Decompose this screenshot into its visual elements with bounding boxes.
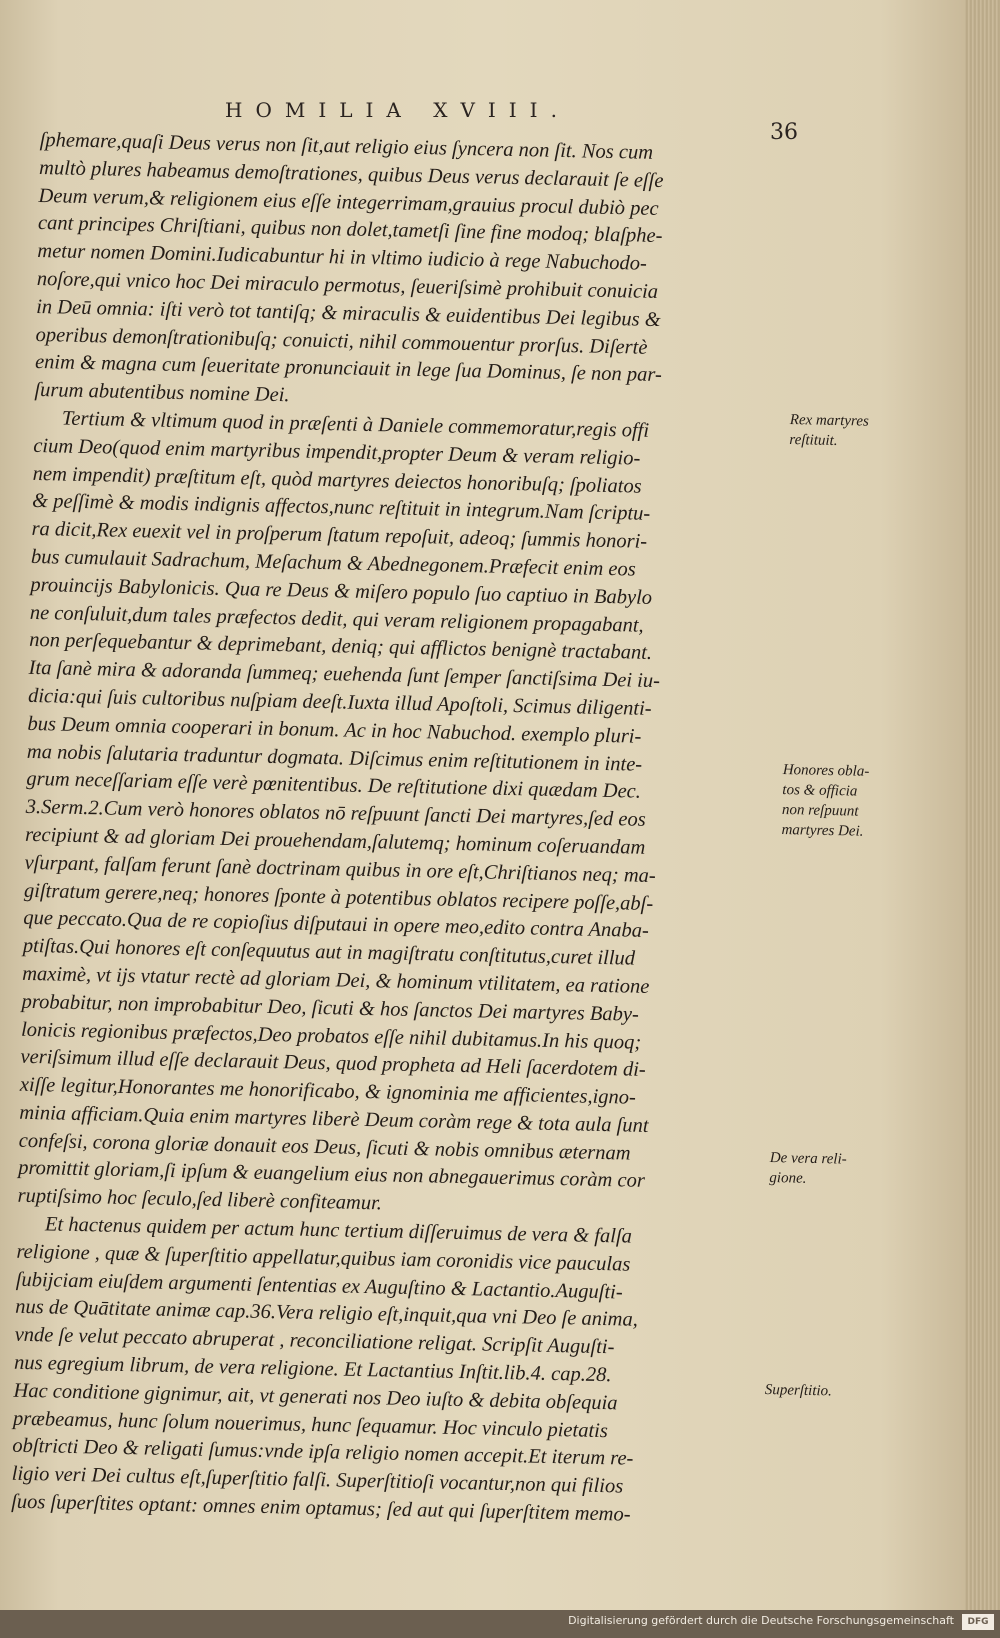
text-line: vſurpant, falſam ferunt ſanè doctrinam quibus in ore eſt,Chriſtianos neq; ma- [24,851,656,887]
page-number: 36 [770,120,798,145]
body-text [11,127,780,1532]
text-line: & peſſimè & modis indignis affectos,nunc reſtituit in integrum.Nam ſcriptu- [31,490,651,526]
text-line: ſurum abutentibus nomine Dei. [34,379,290,407]
margin-note-line: Superſtitio. [764,1381,833,1400]
margin-note-line: Rex martyres [789,411,869,430]
text-line: Hac conditione gignimur, ait, vt generati nos Deo iuſto & debita obſequia [13,1379,618,1415]
text-line: ſuos ſuperſtites optant: omnes enim optamus; ſed aut qui ſuperſtitem memo- [10,1490,631,1526]
text-line: xiſſe legitur,Honorantes me honorificabo, & ignominia me afficientes,igno- [19,1073,637,1109]
text-line: nem impendit) præſtitum eſt, quòd martyres deiectos honoribuſq; ſpoliatos [32,462,642,498]
text-line: grum neceſſariam eſſe verè pœnitentibus. De reſtitutione dixi quædam Dec. [26,768,642,804]
text-line: enim & magna cum ſeueritate pronunciauit in lege ſua Dominus, ſe non par- [34,351,663,387]
text-line: bus cumulauit Sadrachum, Meſachum & Abednegonem.Præfecit enim eos [30,545,636,581]
dfg-logo: DFG [962,1614,994,1630]
text-line: cium Deo(quod enim martyribus impendit,propter Deum & veram religio- [33,434,641,470]
text-line: præbeamus, hunc ſolum nouerimus, hunc ſequamur. Hoc vinculo pietatis [12,1407,609,1442]
text-line: ma nobis ſalutaria traduntur dogmata. Diſcimus enim reſtitutionem in inte- [26,740,643,776]
text-line: obſtricti Deo & religati ſumus:vnde ipſa religio nomen accepit.Et iterum re- [12,1435,634,1471]
margin-note-line: non reſpuunt [781,801,859,820]
text-line: lonicis regionibus præfectos,Deo probatos eſſe nihil dubitamus.In his quoq; [20,1018,642,1054]
text-line: Tertium & vltimum quod in præſenti à Daniele commemoratur,regis offi [61,407,650,442]
text-line: minia afficiam.Quia enim martyres liberè Deum coràm rege & tota aula ſunt [19,1101,649,1137]
text-line: ne conſuluit,dum tales præfectos dedit, qui veram religionem propagabant, [29,601,644,637]
margin-note-line: De vera reli- [769,1149,847,1168]
text-line: probabitur, non improbabitur Deo, ſicuti & hos ſanctos Dei martyres Baby- [21,990,640,1026]
margin-note-line: tos & officia [782,781,858,800]
text-line: dicia:qui ſuis cultoribus nuſpiam deeſt.Iuxta illud Apoſtoli, Scimus diligenti- [27,684,652,720]
text-line: recipiunt & ad gloriam Dei prouehendam,ſalutemq; hominum coſeruandam [24,823,646,859]
margin-note-line: reſtituit. [789,431,838,450]
text-line: ligio veri Dei cultus eſt,ſuperſtitio falſi. Superſtitioſi vocantur,non qui filios [11,1462,624,1498]
text-line: in Deū omnia: iſti verò tot tantiſq; & miraculis & euidentibus Dei legibus & [36,295,661,331]
text-line: ruptiſsimo hoc ſeculo,ſed liberè confiteamur. [17,1185,383,1215]
text-line: cant principes Chriſtiani, quibus non dolet,tametſi ſine fine modoq; blaſphe- [37,212,663,248]
text-line: Deum verum,& religionem eius eſſe integerrimam,grauius procul dubiò pec [38,184,659,220]
running-head: HOMILIA XVIII. [225,98,570,122]
margin-note-honores [781,760,869,842]
margin-note-line: Honores obla- [782,761,870,780]
margin-note-line: gione. [769,1169,807,1187]
text-line: vnde ſe velut peccato abruperat , reconciliatione religat. Scripſit Auguſti- [14,1324,615,1359]
text-line: nus egregium librum, de vera religione. Et Lactantius Inſtit.lib.4. cap.28. [13,1351,612,1387]
text-line: ra dicit,Rex euexit vel in proſperum ſtatum repoſuit, adeoq; ſummis honori- [31,518,648,553]
text-line: promittit gloriam,ſi ipſum & euangelium eius non abnegauerimus coràm cor [17,1157,646,1193]
text-line: noſore,qui vnico hoc Dei miraculo permotus, ſeueriſsimè prohibuit conuicia [36,267,659,303]
text-line: ſphemare,quaſi Deus verus non ſit,aut religio eius ſyncera non ſit. Nos cum [39,128,654,164]
text-line: nus de Quātitate animæ cap.36.Vera religio eſt,inquit,qua vni Deo ſe anima, [15,1296,639,1332]
text-line: multò plures habeamus demoſtrationes, quibus Deus verus declarauit ſe eſſe [38,156,664,192]
text-line: ptiſtas.Qui honores eſt conſequutus aut in magiſtratu conſtitutus,curet illud [22,934,636,970]
text-line: confeſsi, corona gloriæ donauit eos Deus, ſicuti & nobis omnibus æternam [18,1129,631,1165]
text-line: Et hactenus quidem per actum hunc tertium diſſeruimus de vera & falſa [44,1213,633,1248]
margin-note-vera-religione [769,1148,847,1190]
margin-note-line: martyres Dei. [781,821,864,840]
text-line: 3.Serm.2.Cum verò honores oblatos nō reſpuunt ſancti Dei martyres,ſed eos [25,795,646,831]
text-line: metur nomen Domini.Iudicabuntur hi in vltimo iudicio à rege Nabuchodo- [37,240,648,275]
text-line: prouincijs Babylonicis. Qua re Deus & miſero populo ſuo captiuo in Babylo [30,573,653,609]
page-edge [965,0,1000,1610]
text-line: religione , quæ & ſuperſtitio appellatur,quibus iam coronidis vice pauculas [16,1240,631,1276]
text-line: ſubijciam eiuſdem argumenti ſententias ex Auguſtino & Lactantio.Auguſti- [15,1268,623,1304]
text-line: giſtratum gerere,neq; honores ſponte à potentibus oblatos recipere poſſe,abſ- [23,879,654,915]
text-line: que peccato.Qua de re copioſius diſputaui in opere meo,edito contra Anaba- [23,907,650,943]
text-line: veriſsimum illud eſſe declarauit Deus, quod propheta ad Heli ſacerdotem di- [20,1046,646,1082]
text-line: maximè, vt ijs vtatur rectè ad gloriam Dei, & hominum vtilitatem, ea ratione [22,962,650,998]
text-line: operibus demonſtrationibuſq; conuicti, nihil commouentur prorſus. Diſertè [35,323,648,359]
text-line: bus Deum omnia cooperari in bonum. Ac in hoc Nabuchod. exemplo pluri- [27,712,642,748]
digitization-credit: Digitalisierung gefördert durch die Deutsche Forschungsgemeinschaft [568,1614,954,1627]
text-line: Ita ſanè mira & adoranda ſummeq; euehenda ſunt ſemper ſanctiſsima Dei iu- [28,657,661,693]
margin-note-rex [789,410,869,452]
text-line: non perſequebantur & deprimebant, deniq; qui afflictos benignè tractabant. [29,629,653,665]
margin-note-superstitio [765,1380,832,1401]
